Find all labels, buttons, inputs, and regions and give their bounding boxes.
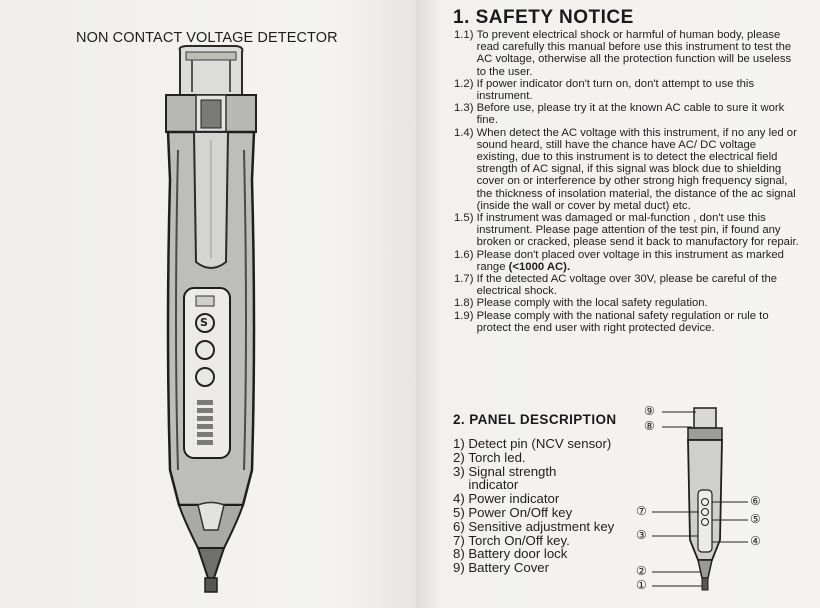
safety-item: 1.2) If power indicator don't turn on, don't attempt to use this instrument.	[454, 77, 755, 103]
panel-item: 9) Battery Cover	[453, 560, 550, 576]
safety-item: 1.8) Please comply with the local safety regulation.	[454, 297, 708, 310]
callout-6: ⑥	[750, 494, 761, 508]
panel-item: 1) Detect pin (NCV sensor)	[453, 436, 612, 451]
callout-9: ⑨	[644, 404, 655, 418]
page-title-left: NON CONTACT VOLTAGE DETECTOR	[76, 30, 338, 46]
safety-item: 1.4) When detect the AC voltage with this instrument, if no any led or sound heard, still have the chance have AC/ DC voltage existing, due to this instrument is to detect the electrical field strength of AC signal, if this signal was block due to shielding cover on or interference by other strong high frequency signal, the thickness of insolation material, the distance of the ac signal (inside the wall or cover by metal duct) etc.	[454, 126, 797, 212]
panel-item: 7) Torch On/Off key.	[453, 532, 570, 548]
safety-item: 1.7) If the detected AC voltage over 30V, please be careful of the electrical shock.	[454, 273, 778, 298]
s-button-label: S	[200, 316, 208, 329]
panel-item: 4) Power indicator	[453, 491, 560, 507]
panel-item: 3) Signal strength indicator	[453, 463, 557, 493]
callout-1: ①	[636, 578, 647, 592]
callout-3: ③	[636, 528, 647, 542]
callout-5: ⑤	[750, 512, 761, 526]
panel-item: 5) Power On/Off key	[453, 504, 573, 520]
panel-item: 8) Battery door lock	[453, 546, 568, 562]
callout-8: ⑧	[644, 419, 655, 433]
callout-4: ④	[750, 534, 761, 548]
safety-item: 1.3) Before use, please try it at the known AC cable to sure it work fine.	[454, 102, 785, 127]
safety-item: 1.5) If instrument was damaged or mal-function , don't use this instrument. Please page attention of the test pin, if found any broken or cracked, please send it back to manufactory for repair.	[454, 212, 799, 249]
panel-item: 6) Sensitive adjustment key	[453, 518, 615, 534]
safety-item: 1.9) Please comply with the national safety regulation or rule to protect the end user with right protected device.	[454, 309, 769, 334]
callout-2: ②	[636, 564, 647, 578]
right-page	[416, 0, 820, 608]
safety-notice-title: 1. SAFETY NOTICE	[453, 7, 634, 28]
callout-7: ⑦	[636, 504, 647, 518]
safety-item: 1.6) Please don't placed over voltage in this instrument as marked range (<1000 AC).	[454, 248, 784, 273]
safety-item: 1.1) To prevent electrical shock or harmful of human body, please read carefully this manual before use this instrument to test the AC voltage, otherwise all the protection function will be useless to the user.	[454, 29, 792, 78]
panel-description-title: 2. PANEL DESCRIPTION	[453, 412, 617, 427]
panel-item: 2) Torch led.	[453, 449, 526, 465]
